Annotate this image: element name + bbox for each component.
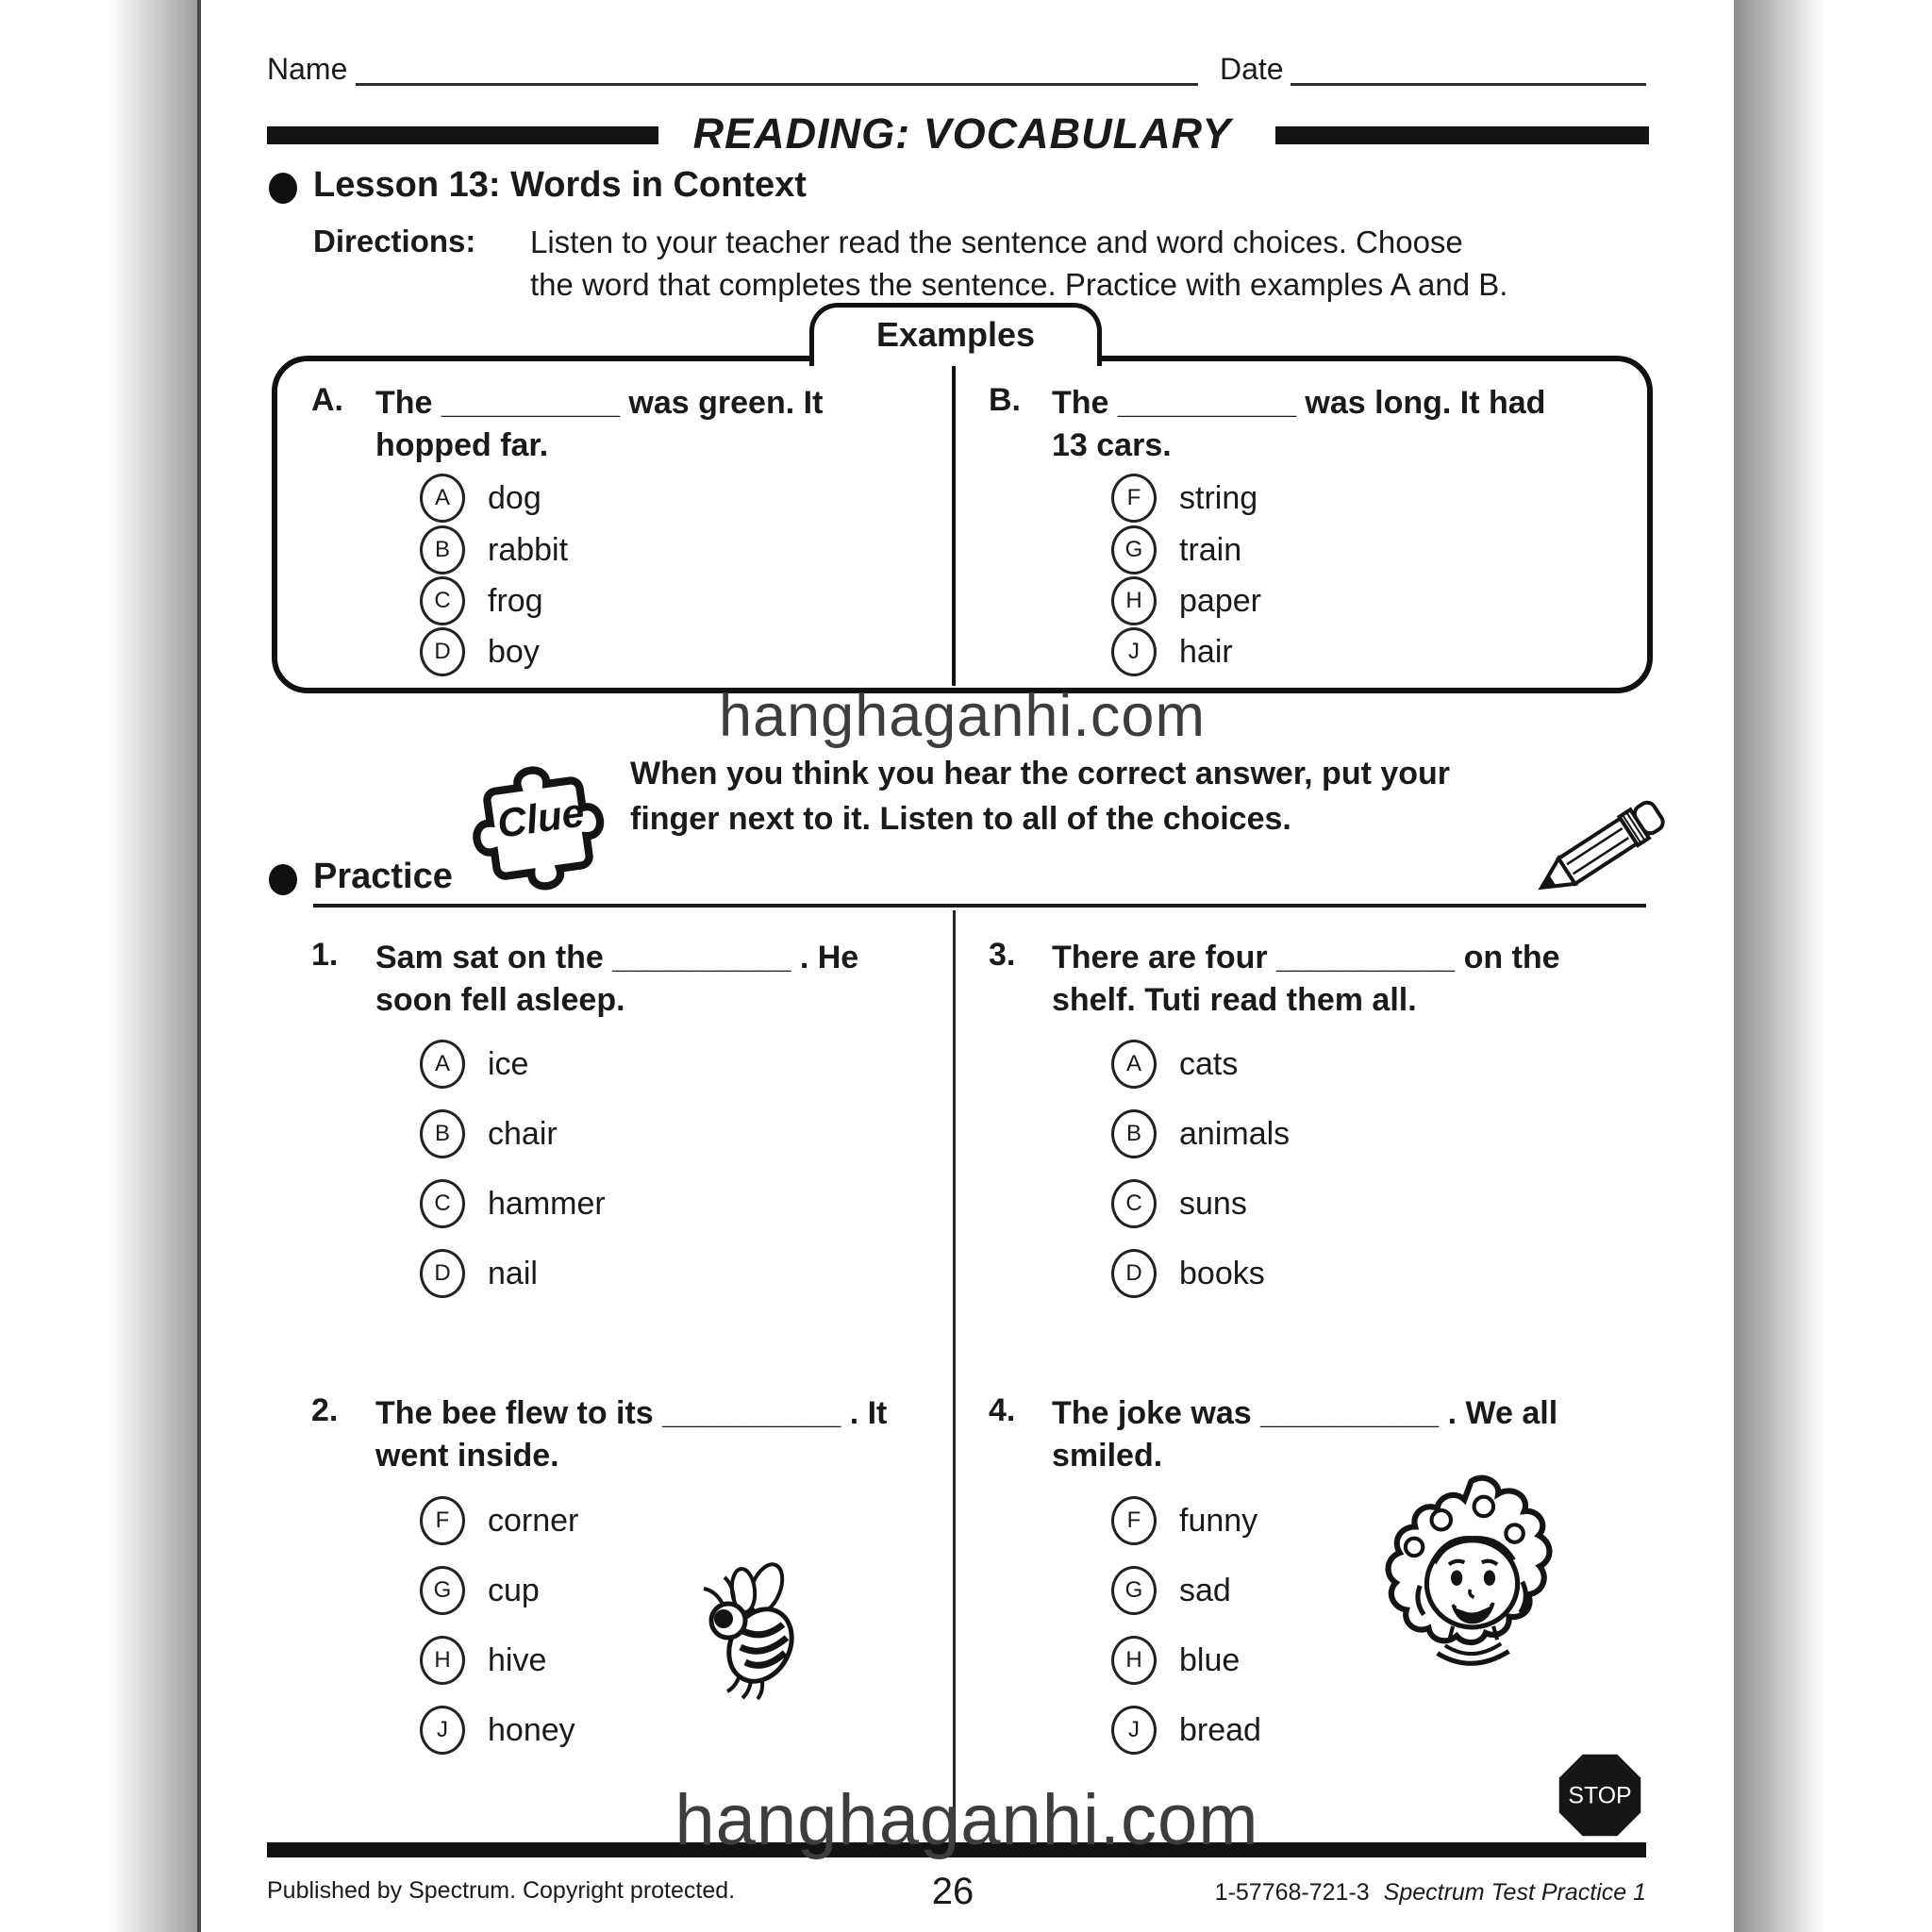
option-letter-circle: H: [1111, 576, 1157, 625]
name-label: Name: [267, 52, 348, 86]
option-label: string: [1179, 479, 1258, 516]
practice-label: Practice: [313, 857, 453, 896]
page-left-shadow: [109, 0, 198, 1932]
pencil-icon: [1521, 792, 1681, 906]
date-blank-line: [1291, 83, 1646, 86]
option-letter-circle: B: [420, 525, 465, 575]
directions-line1: Listen to your teacher read the sentence and word choices. Choose: [530, 225, 1463, 259]
example-a-option: [420, 627, 540, 676]
lesson-bullet-icon: [269, 173, 297, 204]
clue-puzzle-icon: [458, 736, 623, 891]
option-label: ice: [488, 1045, 529, 1082]
question-number: 2.: [311, 1392, 339, 1428]
option-letter-circle: F: [1111, 1496, 1157, 1545]
footer-publisher: Published by Spectrum. Copyright protected.: [267, 1877, 736, 1904]
example-b-option: [1111, 474, 1257, 523]
option-label: frog: [488, 582, 543, 619]
practice-bullet-icon: [269, 864, 297, 895]
option-label: corner: [488, 1502, 579, 1539]
question-text: Sam sat on the __________ . He soon fell asleep.: [375, 940, 859, 1018]
girl-illustration: [1370, 1470, 1573, 1673]
option-letter-circle: C: [1111, 1179, 1157, 1228]
option-label: hive: [488, 1641, 547, 1678]
example-a-id: A.: [311, 382, 343, 418]
watermark-text: hanghaganhi.com: [675, 1780, 1259, 1860]
date-label: Date: [1220, 52, 1284, 86]
option-letter-circle: A: [420, 474, 465, 523]
footer-edition: [1080, 1879, 1646, 1907]
example-a-option: [420, 474, 541, 523]
option-letter-circle: G: [1111, 525, 1157, 575]
practice-rule: [313, 904, 1646, 908]
page-left-edge: [197, 0, 201, 1932]
answer-option: [420, 1109, 558, 1158]
watermark-text: hanghaganhi.com: [719, 683, 1206, 749]
option-label: books: [1179, 1255, 1265, 1291]
title-left-bar: [267, 126, 658, 144]
example-b-id: B.: [989, 382, 1021, 418]
option-label: train: [1179, 531, 1242, 568]
answer-option: [1111, 1249, 1265, 1298]
option-label: hammer: [488, 1185, 606, 1222]
answer-option: [1111, 1496, 1257, 1545]
examples-divider: [952, 358, 956, 686]
title-right-bar: [1275, 126, 1649, 144]
option-label: animals: [1179, 1115, 1291, 1152]
option-label: paper: [1179, 582, 1261, 619]
option-label: suns: [1179, 1185, 1247, 1222]
practice-column-divider: [953, 910, 956, 1842]
option-label: chair: [488, 1115, 558, 1152]
option-label: honey: [488, 1711, 575, 1748]
answer-option: [420, 1179, 606, 1228]
footer-isbn: 1-57768-721-3: [1214, 1879, 1370, 1906]
answer-option: [1111, 1566, 1231, 1615]
option-letter-circle: A: [420, 1040, 465, 1089]
option-letter-circle: G: [1111, 1566, 1157, 1615]
examples-tab: Examples: [809, 303, 1102, 366]
directions-line2: the word that completes the sentence. Practice with examples A and B.: [530, 267, 1508, 302]
page-right-shadow: [1734, 0, 1824, 1932]
option-label: cup: [488, 1572, 540, 1608]
option-letter-circle: D: [420, 627, 465, 676]
answer-option: [1111, 1040, 1238, 1089]
question-text: There are four __________ on the shelf. Tuti read them all.: [1052, 940, 1560, 1018]
question-number: 1.: [311, 937, 339, 973]
example-b-option: [1111, 576, 1261, 625]
option-label: blue: [1179, 1641, 1241, 1678]
lesson-title: Lesson 13: Words in Context: [313, 165, 807, 205]
name-blank-line: [356, 83, 1198, 86]
option-letter-circle: C: [420, 1179, 465, 1228]
question-text: The joke was __________ . We all smiled.: [1052, 1395, 1558, 1474]
option-letter-circle: A: [1111, 1040, 1157, 1089]
option-letter-circle: F: [1111, 474, 1157, 523]
option-letter-circle: J: [1111, 1706, 1157, 1755]
page-number: 26: [931, 1871, 974, 1912]
clue-line2: finger next to it. Listen to all of the choices.: [630, 801, 1291, 837]
option-label: sad: [1179, 1572, 1231, 1608]
option-label: rabbit: [488, 531, 569, 568]
example-b-option: [1111, 627, 1233, 676]
stop-label: STOP: [1568, 1783, 1632, 1809]
clue-label: Clue: [494, 790, 588, 847]
option-letter-circle: D: [1111, 1249, 1157, 1298]
option-letter-circle: C: [420, 576, 465, 625]
answer-option: [1111, 1636, 1240, 1685]
option-label: bread: [1179, 1711, 1261, 1748]
option-label: dog: [488, 479, 541, 516]
option-letter-circle: J: [1111, 627, 1157, 676]
question-number: 4.: [989, 1392, 1016, 1428]
option-letter-circle: H: [420, 1636, 465, 1685]
stop-sign-icon: [1557, 1751, 1643, 1840]
clue-line1: When you think you hear the correct answer, put your: [630, 756, 1451, 791]
option-label: funny: [1179, 1502, 1258, 1539]
example-b-option: [1111, 525, 1241, 575]
directions-label: Directions:: [313, 224, 476, 258]
option-letter-circle: H: [1111, 1636, 1157, 1685]
answer-option: [420, 1706, 575, 1755]
answer-option: [420, 1040, 528, 1089]
section-title: READING: VOCABULARY: [692, 109, 1232, 158]
answer-option: [420, 1566, 540, 1615]
example-a-option: [420, 576, 543, 625]
option-label: boy: [488, 633, 540, 670]
answer-option: [420, 1496, 578, 1545]
option-letter-circle: B: [1111, 1109, 1157, 1158]
question-number: 3.: [989, 937, 1016, 973]
answer-option: [420, 1249, 538, 1298]
option-label: cats: [1179, 1045, 1239, 1082]
answer-option: [1111, 1706, 1261, 1755]
bee-illustration: [687, 1555, 824, 1701]
answer-option: [1111, 1109, 1290, 1158]
option-letter-circle: D: [420, 1249, 465, 1298]
option-label: hair: [1179, 633, 1233, 670]
question-text: The bee flew to its __________ . It went inside.: [375, 1395, 888, 1474]
option-letter-circle: F: [420, 1496, 465, 1545]
example-a-text: The __________ was green. It hopped far.: [375, 385, 824, 463]
option-label: nail: [488, 1255, 538, 1291]
option-letter-circle: J: [420, 1706, 465, 1755]
example-b-text: The __________ was long. It had 13 cars.: [1052, 385, 1546, 463]
answer-option: [1111, 1179, 1247, 1228]
option-letter-circle: B: [420, 1109, 465, 1158]
footer-book-title: Spectrum Test Practice 1: [1383, 1879, 1646, 1906]
option-letter-circle: G: [420, 1566, 465, 1615]
example-a-option: [420, 525, 568, 575]
answer-option: [420, 1636, 546, 1685]
